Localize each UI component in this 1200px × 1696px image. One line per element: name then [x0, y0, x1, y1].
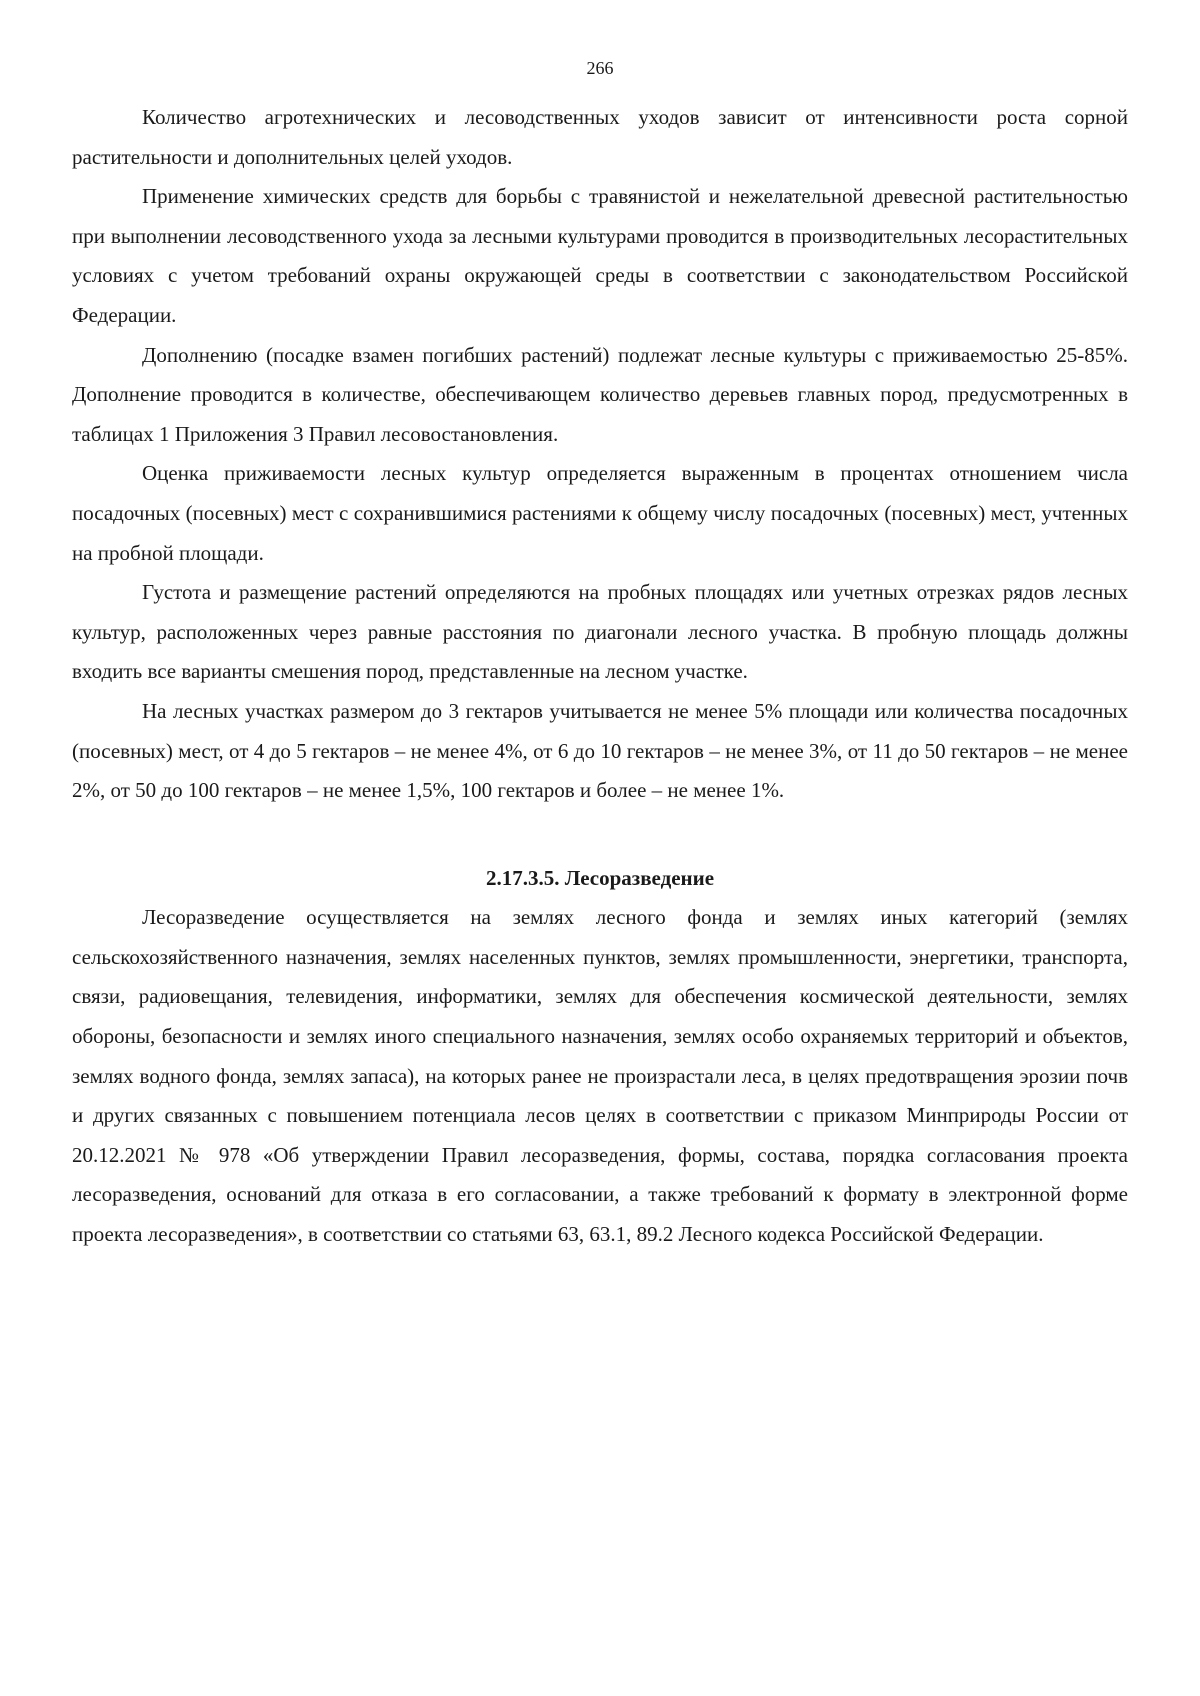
page-number: 266 [586, 58, 614, 78]
paragraph-sample-area-norms: На лесных участках размером до 3 гектаров учитывается не менее 5% площади или количества посадочных (посевных) мест, от 4 до 5 гектаров – не менее 4%, от 6 до 10 гектаров – не менее 3%, от 11 до 50 гектаров – не менее 2%, от 50 до 100 гектаров – не менее 1,5%, 100 гектаров и более – не менее 1%. [72, 698, 1128, 803]
paragraph-survival-assessment: Оценка приживаемости лесных культур определяется выраженным в процентах отношением числа посадочных (посевных) мест с сохранившимися растениями к общему числу посадочных (посевных) мест, учтенных на пробной площади. [72, 461, 1128, 565]
paragraph-density-placement: Густота и размещение растений определяются на пробных площадях или учетных отрезках рядов лесных культур, расположенных через равные расстояния по диагонали лесного участка. В пробную площадь должны входить все варианты смешения пород, представленные на лесном участке. [72, 580, 1128, 684]
section-heading: 2.17.3.5. Лесоразведение [485, 865, 715, 890]
paragraph-replanting: Дополнению (посадке взамен погибших растений) подлежат лесные культуры с приживаемостью 25-85%. Дополнение проводится в количестве, обеспечивающем количество деревьев главных пород, предусмотренных в таблицах 1 Приложения 3 Правил лесовостановления. [72, 342, 1128, 446]
document-body [72, 98, 1128, 1255]
paragraph-afforestation: Лесоразведение осуществляется на землях лесного фонда и землях иных категорий (землях сельскохозяйственного назначения, землях населенных пунктов, землях промышленности, энергетики, транспорта, связи, радиовещания, телевидения, информатики, землях для обеспечения космической деятельности, землях обороны, безопасности и землях иного специального назначения, землях особо охраняемых территорий и объектов, землях водного фонда, землях запаса), на которых ранее не произрастали леса, в целях предотвращения эрозии почв и других связанных с повышением потенциала лесов целях в соответствии с приказом Минприроды России от 20.12.2021 № 978 «Об утверждении Правил лесоразведения, формы, состава, порядка согласования проекта лесоразведения, оснований для отказа в его согласовании, а также требований к формату в электронной форме проекта лесоразведения», в соответствии со статьями 63, 63.1, 89.2 Лесного кодекса Российской Федерации. [72, 905, 1128, 1247]
paragraph-care-count: Количество агротехнических и лесоводственных уходов зависит от интенсивности роста сорной растительности и дополнительных целей уходов. [72, 105, 1128, 169]
paragraph-chemical-treatment: Применение химических средств для борьбы с травянистой и нежелательной древесной растительностью при выполнении лесоводственного ухода за лесными культурами проводится в производительных лесорастительных условиях с учетом требований охраны окружающей среды в соответствии с законодательством Российской Федерации. [72, 184, 1128, 327]
